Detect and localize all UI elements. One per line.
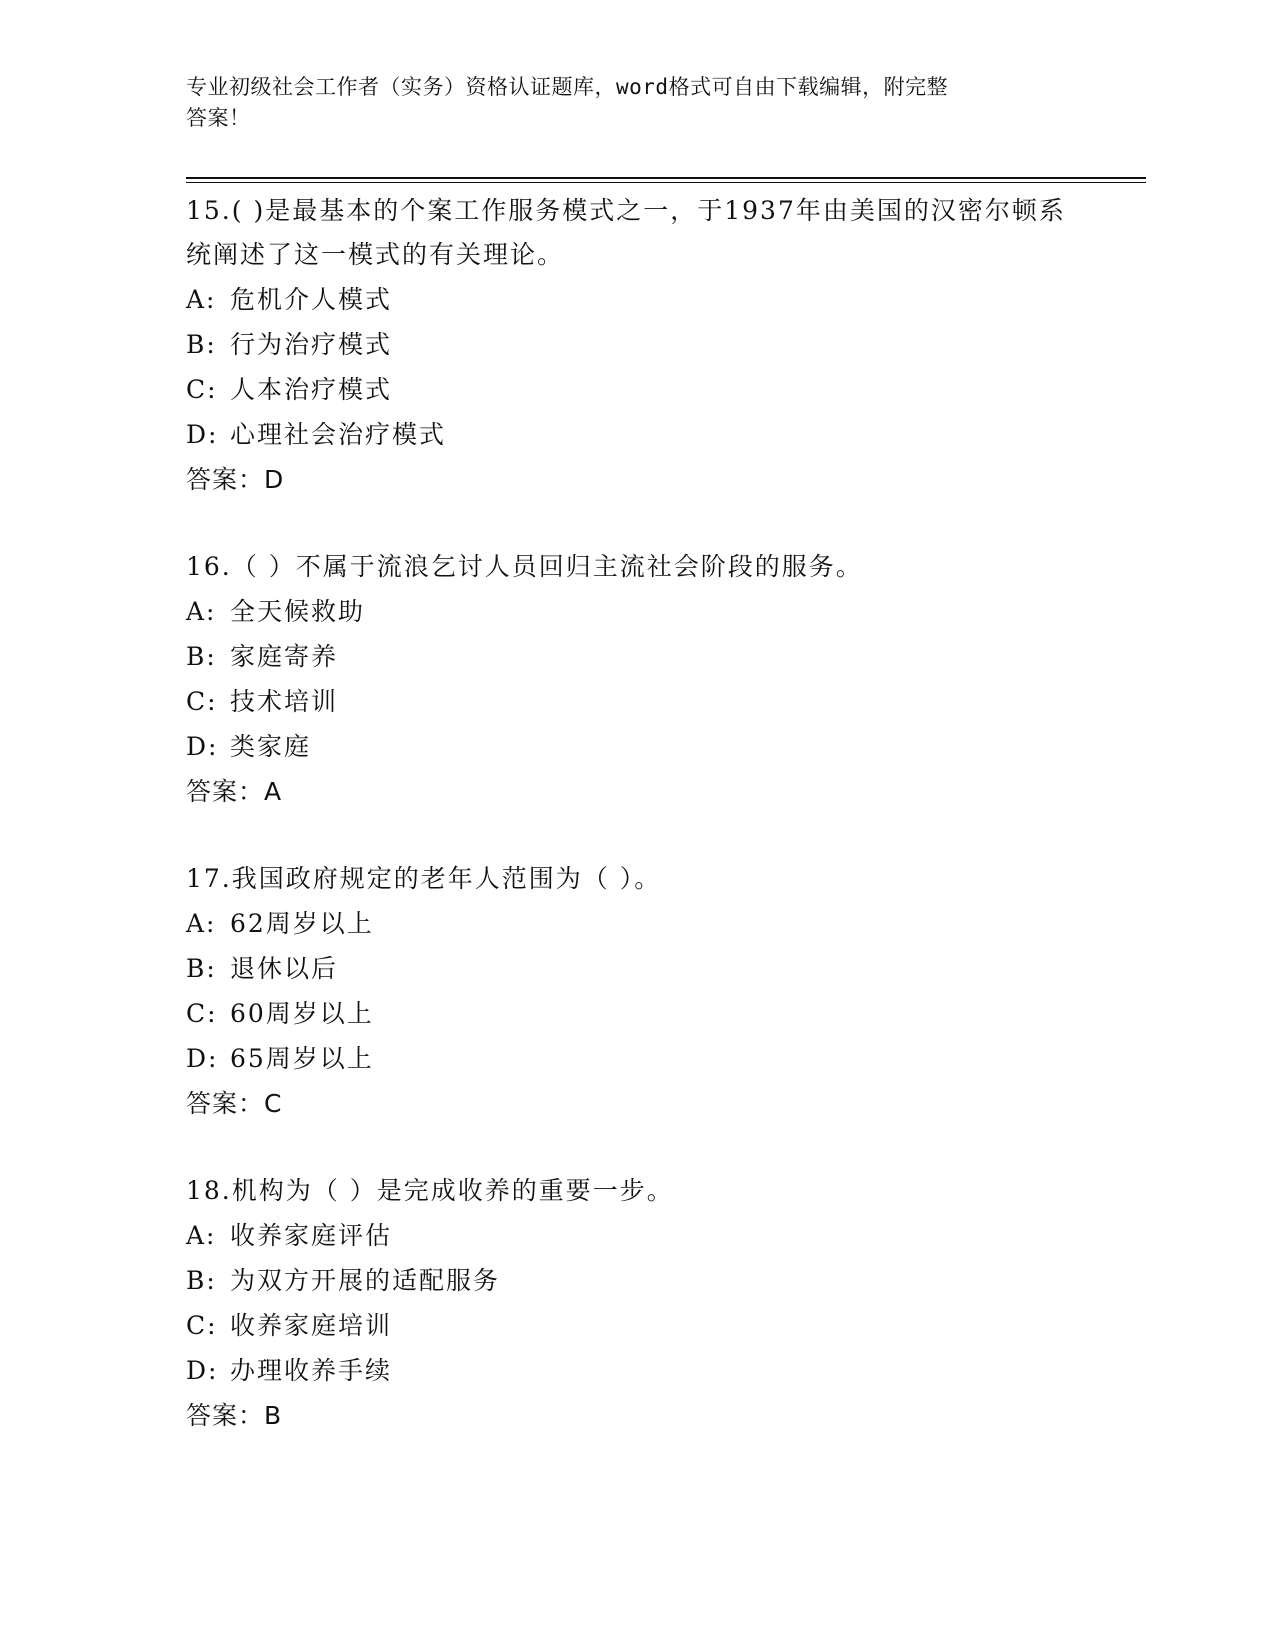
option-letter: A: bbox=[186, 909, 217, 938]
question-stem bbox=[186, 189, 1086, 277]
option-letter: C: bbox=[186, 375, 218, 404]
question-text: （ ）不属于流浪乞讨人员回归主流社会阶段的服务。 bbox=[231, 552, 863, 581]
option-text: 60周岁以上 bbox=[230, 999, 374, 1028]
question-16 bbox=[186, 545, 1086, 814]
option-text: 危机介人模式 bbox=[230, 285, 393, 314]
option-text: 62周岁以上 bbox=[230, 909, 374, 938]
option-letter: B: bbox=[186, 1266, 217, 1295]
option-letter: D: bbox=[186, 1044, 219, 1073]
question-18 bbox=[186, 1169, 1086, 1438]
question-number: 15. bbox=[186, 196, 232, 225]
option-b bbox=[186, 322, 1086, 367]
option-letter: D: bbox=[186, 732, 219, 761]
answer-label: 答案： bbox=[186, 465, 265, 494]
answer-label: 答案： bbox=[186, 777, 265, 806]
option-text: 全天候救助 bbox=[230, 597, 366, 626]
question-number: 17. bbox=[186, 864, 232, 893]
option-c bbox=[186, 991, 1086, 1036]
option-text: 技术培训 bbox=[230, 687, 339, 716]
option-b bbox=[186, 946, 1086, 991]
option-text: 退休以后 bbox=[230, 954, 339, 983]
option-text: 人本治疗模式 bbox=[230, 375, 393, 404]
option-text: 心理社会治疗模式 bbox=[230, 420, 447, 449]
option-text: 为双方开展的适配服务 bbox=[230, 1266, 501, 1295]
header-line-2: 答案！ bbox=[186, 106, 251, 130]
answer-line bbox=[186, 457, 1086, 502]
option-b bbox=[186, 634, 1086, 679]
question-15 bbox=[186, 189, 1086, 502]
option-a bbox=[186, 277, 1086, 322]
option-d bbox=[186, 1036, 1086, 1081]
question-17 bbox=[186, 857, 1086, 1126]
option-d bbox=[186, 724, 1086, 769]
option-d bbox=[186, 412, 1086, 457]
option-text: 收养家庭培训 bbox=[230, 1311, 393, 1340]
answer-value: D bbox=[264, 465, 285, 494]
answer-label: 答案： bbox=[186, 1401, 265, 1430]
option-text: 类家庭 bbox=[230, 732, 312, 761]
option-letter: D: bbox=[186, 420, 219, 449]
option-text: 65周岁以上 bbox=[230, 1044, 374, 1073]
option-c bbox=[186, 679, 1086, 724]
answer-line bbox=[186, 1393, 1086, 1438]
option-letter: B: bbox=[186, 330, 217, 359]
option-text: 行为治疗模式 bbox=[230, 330, 393, 359]
answer-line bbox=[186, 1081, 1086, 1126]
option-text: 家庭寄养 bbox=[230, 642, 339, 671]
option-c bbox=[186, 1303, 1086, 1348]
question-number: 18. bbox=[186, 1176, 232, 1205]
answer-value: A bbox=[264, 777, 283, 806]
option-letter: B: bbox=[186, 954, 217, 983]
option-letter: A: bbox=[186, 597, 217, 626]
document-header bbox=[186, 72, 1086, 134]
option-a bbox=[186, 901, 1086, 946]
answer-value: B bbox=[264, 1401, 283, 1430]
answer-value: C bbox=[264, 1089, 283, 1118]
answer-line bbox=[186, 769, 1086, 814]
option-b bbox=[186, 1258, 1086, 1303]
question-text: 我国政府规定的老年人范围为（ ）。 bbox=[231, 864, 662, 893]
option-d bbox=[186, 1348, 1086, 1393]
option-letter: B: bbox=[186, 642, 217, 671]
question-list bbox=[186, 189, 1086, 1481]
option-c bbox=[186, 367, 1086, 412]
question-stem bbox=[186, 545, 1086, 589]
answer-label: 答案： bbox=[186, 1089, 265, 1118]
option-text: 收养家庭评估 bbox=[230, 1221, 393, 1250]
header-rule-thick bbox=[186, 177, 1146, 179]
option-letter: C: bbox=[186, 1311, 218, 1340]
option-text: 办理收养手续 bbox=[230, 1356, 393, 1385]
question-text: ( )是最基本的个案工作服务模式之一，于1937年由美国的汉密尔顿系统阐述了这一模式的有关理论。 bbox=[186, 196, 1066, 269]
option-letter: C: bbox=[186, 687, 218, 716]
option-letter: A: bbox=[186, 1221, 217, 1250]
option-letter: C: bbox=[186, 999, 218, 1028]
header-rule-thin bbox=[186, 182, 1146, 183]
option-a bbox=[186, 589, 1086, 634]
question-number: 16. bbox=[186, 552, 232, 581]
option-a bbox=[186, 1213, 1086, 1258]
header-line-1: 专业初级社会工作者（实务）资格认证题库，word格式可自由下载编辑，附完整 bbox=[186, 75, 949, 99]
option-letter: A: bbox=[186, 285, 217, 314]
question-stem bbox=[186, 857, 1086, 901]
option-letter: D: bbox=[186, 1356, 219, 1385]
question-stem bbox=[186, 1169, 1086, 1213]
question-text: 机构为（ ）是完成收养的重要一步。 bbox=[231, 1176, 674, 1205]
